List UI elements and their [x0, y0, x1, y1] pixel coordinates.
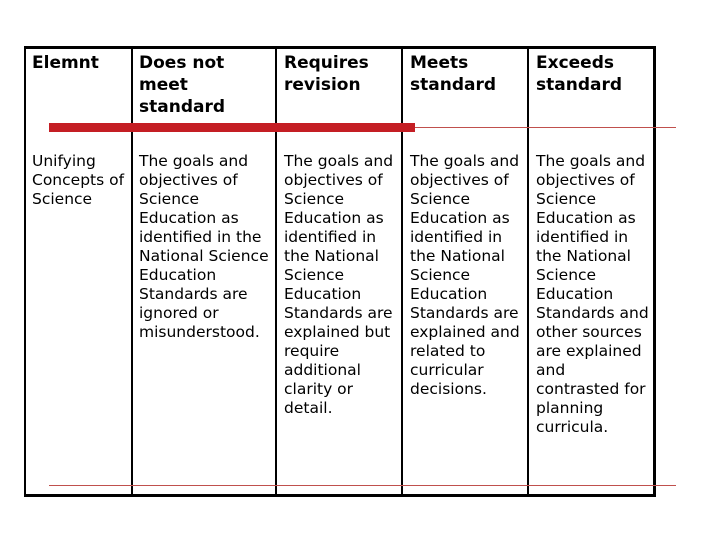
cell-does-not-meet: The goals and objectives of Science Education as identified in the National Science Education Standards are ignored or misunderstood.: [139, 152, 269, 341]
red-accent-line-bottom: [49, 485, 676, 486]
table-top-border: [24, 46, 655, 49]
column-divider-1: [131, 46, 133, 497]
red-accent-line-top: [415, 127, 676, 128]
header-exceeds: Exceeds standard: [536, 53, 623, 95]
column-divider-4: [527, 46, 529, 497]
table-bottom-border: [24, 494, 655, 497]
red-accent-bar: [49, 123, 415, 132]
column-divider-2: [275, 46, 277, 497]
header-meets: Meets standard: [410, 53, 497, 95]
row-element-label: Unifying Concepts of Science: [32, 152, 125, 208]
table-right-border: [653, 46, 656, 497]
header-element: Elemnt: [32, 53, 99, 73]
column-divider-3: [401, 46, 403, 497]
cell-meets: The goals and objectives of Science Education as identified in the National Science Education Standards are explained and related to curricular decisions.: [410, 152, 520, 398]
cell-requires-revision: The goals and objectives of Science Education as identified in the National Science Education Standards are explained but require additional clarity or detail.: [284, 152, 394, 417]
cell-exceeds: The goals and objectives of Science Education as identified in the National Science Education Standards and other sources are explained and contrasted for planning curricula.: [536, 152, 649, 436]
header-does-not-meet: Does not meet standard: [139, 53, 226, 117]
table-left-border: [24, 46, 26, 497]
header-requires-revision: Requires revision: [284, 53, 369, 95]
